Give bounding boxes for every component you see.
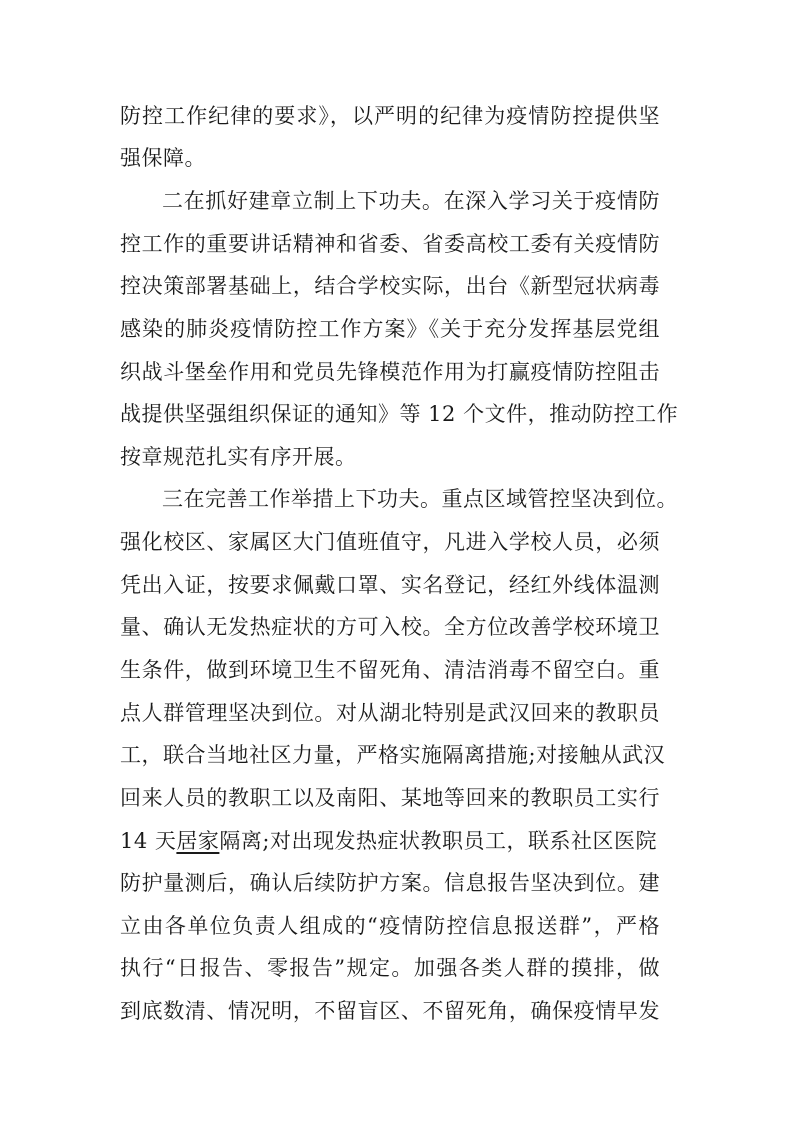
text-line: 工，联合当地社区力量，严格实施隔离措施;对接触从武汉 [120, 743, 666, 767]
text-line: 按章规范扎实有序开展。 [120, 445, 357, 469]
paragraph-start-line: 三在完善工作举措上下功夫。重点区域管控坚决到位。 [162, 487, 678, 511]
text-line: 感染的肺炎疫情防控工作方案》《关于充分发挥基层党组 [120, 317, 660, 341]
text-line: 执行“日报告、零报告”规定。加强各类人群的摸排，做 [120, 956, 660, 980]
underlined-text: 居家 [176, 829, 220, 853]
text-line: 战提供坚强组织保证的通知》等 12 个文件，推动防控工作 [120, 402, 679, 426]
text-line: 强化校区、家属区大门值班值守，凡进入学校人员，必须 [120, 530, 660, 554]
text-segment: 14 天 [120, 829, 177, 853]
text-line: 控决策部署基础上，结合学校实际，出台《新型冠状病毒 [120, 274, 660, 298]
text-segment: 隔离;对出现发热症状教职员工，联系社区医院 [219, 829, 657, 853]
text-line: 立由各单位负责人组成的“疫情防控信息报送群”，严格 [120, 914, 660, 938]
text-line: 量、确认无发热症状的方可入校。全方位改善学校环境卫 [120, 615, 660, 639]
text-line: 防护量测后，确认后续防护方案。信息报告坚决到位。建 [120, 871, 660, 895]
text-line: 到底数清、情况明，不留盲区、不留死角，确保疫情早发 [120, 999, 660, 1023]
text-line: 控工作的重要讲话精神和省委、省委高校工委有关疫情防 [120, 232, 660, 256]
paragraph-start-line: 二在抓好建章立制上下功夫。在深入学习关于疫情防 [162, 189, 660, 213]
text-line: 点人群管理坚决到位。对从湖北特别是武汉回来的教职员 [120, 701, 660, 725]
text-line: 生条件，做到环境卫生不留死角、清洁消毒不留空白。重 [120, 658, 660, 682]
text-line: 凭出入证，按要求佩戴口罩、实名登记，经红外线体温测 [120, 573, 660, 597]
text-line: 防控工作纪律的要求》，以严明的纪律为疫情防控提供坚 [120, 104, 660, 128]
text-line: 强保障。 [120, 146, 206, 170]
text-line [120, 826, 660, 856]
text-line: 织战斗堡垒作用和党员先锋模范作用为打赢疫情防控阻击 [120, 360, 660, 384]
text-line: 回来人员的教职工以及南阳、某地等回来的教职员工实行 [120, 786, 660, 810]
